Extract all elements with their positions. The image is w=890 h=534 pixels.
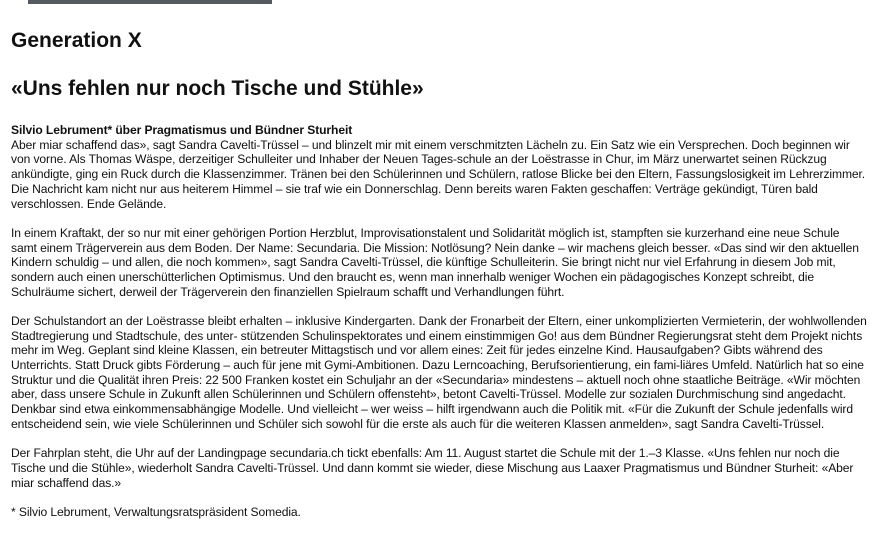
author-footnote: * Silvio Lebrument, Verwaltungsratspräsident Somedia. xyxy=(11,504,301,519)
article-container xyxy=(11,27,867,534)
article-paragraph xyxy=(11,123,867,211)
article-paragraph: Der Schulstandort an der Loëstrasse bleibt erhalten – inklusive Kindergarten. Dank der Fronarbeit der Eltern, einer unkomplizierten Vermieterin, der wohlwollenden Stadtregierung und Stadtschule, des unter- stützenden Schulinspektorates und einem einstimmigen Go! aus dem Bündner Regierungsrat steht dem Projekt nichts mehr im Weg. Geplant sind kleine Klassen, ein betreuter Mittagstisch und vor allem eines: Zeit für jedes einzelne Kind. Hausaufgaben? Gibts während des Unterrichts. Statt Druck gibts Förderung – auch für jene mit Gymi-Ambitionen. Dazu Lerncoaching, Berufsorientierung, ein fami-liäres Umfeld. Natürlich hat so eine Struktur und die Qualität ihren Preis: 22 500 Franken kostet ein Schuljahr an der «Secundaria» mindestens – aktuell noch ohne staatliche Beiträge. «Wir möchten aber, dass unsere Schule in Zukunft allen Schülerinnen und Schülern offensteht», betont Cavelti-Trüssel. Modelle zur sozialen Durchmischung sind angedacht. Denkbar sind etwa einkommensabhängige Modelle. Und vielleicht – wer weiss – hilft irgendwann auch die Politik mit. «Für die Zukunft der Schule jedenfalls wird entscheidend sein, wie viele Schülerinnen und Schüler sich sowohl für die erste als auch für die weiteren Klassen anmelden», sagt Sandra Cavelti-Trüssel. xyxy=(11,313,867,431)
article-image-bottom-edge xyxy=(28,0,272,4)
paragraph-text: Aber miar schaffend das», sagt Sandra Cavelti-Trüssel – und blinzelt mir mit einem verschmitzten Lächeln zu. Ein Satz wie ein Versprechen. Doch beginnen wir von vorne. Als Thomas Wäspe, derzeitiger Schulleiter und Inhaber der Neuen Tages-schule an der Loëstrasse in Chur, im März unerwartet seinen Rückzug ankündigte, ging ein Ruck durch die Klassenzimmer. Tränen bei den Schülerinnen und Schülern, ratlose Blicke bei den Eltern, Fassungslosigkeit im Lehrerzimmer. Die Nachricht kam nicht nur aus heiterem Himmel – sie traf wie ein Donnerschlag. Denn bereits waren Fakten geschaffen: Verträge gekündigt, Türen bald verschlossen. Ende Gelände. xyxy=(11,137,866,211)
article-body xyxy=(11,123,867,520)
article-paragraph: Der Fahrplan steht, die Uhr auf der Landingpage secundaria.ch tickt ebenfalls: Am 11. August startet die Schule mit der 1.–3 Klasse. «Uns fehlen nur noch die Tische und die Stühle», wiederholt Sandra Cavelti-Trüssel. Und dann kommt sie wieder, diese Mischung aus Laaxer Pragmatismus und Bündner Sturheit: «Aber miar schaffend das.» xyxy=(11,446,854,490)
article-paragraph: In einem Kraftakt, der so nur mit einer gehörigen Portion Herzblut, Improvisationstalent und Solidarität möglich ist, stampften sie kurzerhand eine neue Schule samt einem Trägerverein aus dem Boden. Der Name: Secundaria. Die Mission: Notlösung? Nein danke – wir machens gleich besser. «Das sind wir den aktuellen Kindern schuldig – und allen, die noch kommen», sagt Sandra Cavelti-Trüssel, die künftige Schulleiterin. Sie bringt nicht nur viel Erfahrung in diesem Job mit, sondern auch einen unerschütterlichen Optimismus. Und den braucht es, wenn man innerhalb weniger Wochen ein pädagogisches Konzept schreibt, die Schulräume sichert, derweil der Trägerverein den finanziellen Spielraum schafft und Verhandlungen führt. xyxy=(11,225,859,299)
section-label: Generation X xyxy=(11,29,142,52)
author-line: Silvio Lebrument* über Pragmatismus und Bündner Sturheit xyxy=(11,123,353,137)
article-headline: «Uns fehlen nur noch Tische und Stühle» xyxy=(11,77,424,100)
